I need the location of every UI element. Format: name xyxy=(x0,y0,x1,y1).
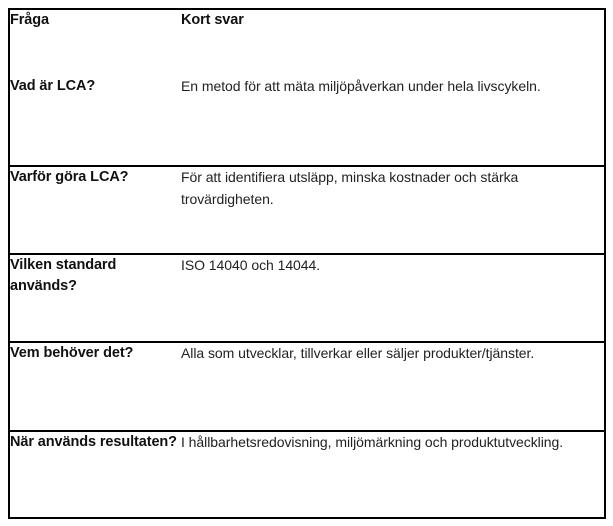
table-row xyxy=(9,254,605,342)
cell-question: Vem behöver det? xyxy=(10,345,134,361)
cell-question: När används resultaten? xyxy=(10,434,177,450)
cell-answer: I hållbarhetsredovisning, miljömärkning och produktutveckling. xyxy=(181,434,564,450)
table-row xyxy=(9,342,605,431)
cell-answer: Alla som utvecklar, tillverkar eller säljer produkter/tjänster. xyxy=(181,345,535,361)
cell-question: Varför göra LCA? xyxy=(10,169,129,185)
table-row xyxy=(9,76,605,166)
cell-answer: ISO 14040 och 14044. xyxy=(181,257,321,273)
table-row xyxy=(9,166,605,254)
column-header-answer: Kort svar xyxy=(181,12,244,28)
table-header-row xyxy=(9,9,605,76)
faq-table xyxy=(8,8,606,519)
column-header-question: Fråga xyxy=(10,12,49,28)
table-body xyxy=(9,76,605,518)
cell-answer: För att identifiera utsläpp, minska kostnader och stärka trovärdigheten. xyxy=(181,169,519,207)
cell-question: Vilken standard används? xyxy=(10,257,117,295)
table-header xyxy=(9,9,605,76)
cell-question: Vad är LCA? xyxy=(10,78,96,94)
table-row xyxy=(9,431,605,518)
cell-answer: En metod för att mäta miljöpåverkan under hela livscykeln. xyxy=(181,78,541,94)
